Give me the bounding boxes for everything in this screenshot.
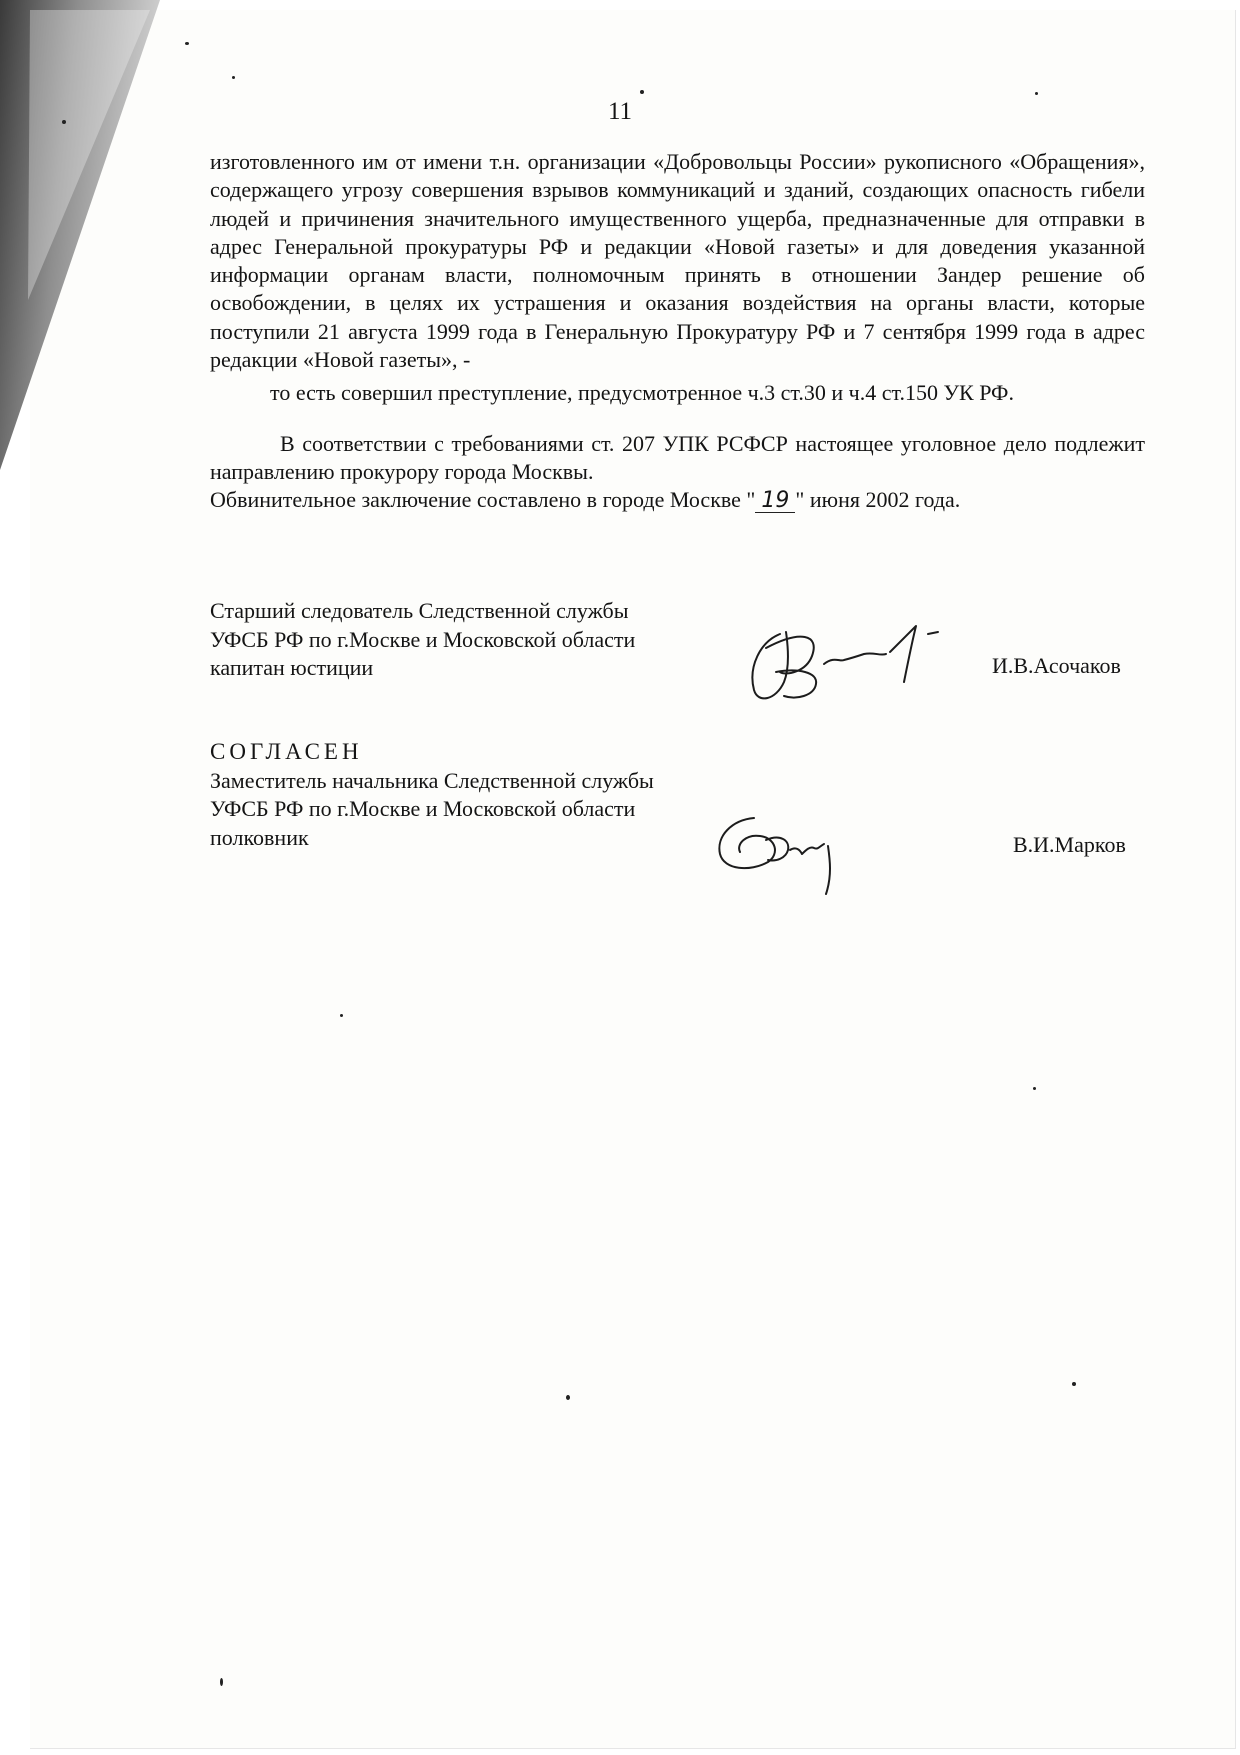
scan-speck — [340, 1014, 343, 1017]
conclusion-line — [210, 486, 1145, 514]
approval-rank: полковник — [210, 824, 309, 850]
folded-corner-shadow — [0, 0, 200, 500]
scan-speck — [566, 1395, 570, 1400]
signatory-1-block — [210, 597, 635, 683]
approval-name: В.И.Марков — [1013, 832, 1126, 857]
approval-heading: СОГЛАСЕН — [210, 739, 363, 764]
document-body — [210, 148, 1145, 515]
handwritten-day: 19 — [755, 490, 795, 513]
scan-speck — [1072, 1382, 1076, 1386]
scan-speck — [220, 1678, 223, 1686]
main-paragraph: изготовленного им от имени т.н. организации «Добровольцы России» рукописного «Обращения», содержащего угрозу совершения взрывов коммуникаций и зданий, создающих опасность гибели людей и причинения значительного имущественного ущерба, предназначенные для отправки в адрес Генеральной прокуратуры РФ и редакции «Новой газеты» и для доведения указанной информации органам власти, полномочным принять в отношении Зандер решение об освобождении, в целях их устрашения и оказания воздействия на органы власти, которые поступили 21 августа 1999 года в Генеральную Прокуратуру РФ и 7 сентября 1999 года в адрес редакции «Новой газеты», - — [210, 149, 1145, 373]
scan-speck — [1033, 1087, 1036, 1090]
page-number: 11 — [607, 98, 633, 125]
approval-department: УФСБ РФ по г.Москве и Московской области — [210, 796, 636, 821]
approval-position: Заместитель начальника Следственной службы — [210, 767, 654, 793]
signature-asochakov — [740, 612, 970, 712]
signature-markov — [710, 800, 860, 900]
signatory-1-rank: капитан юстиции — [210, 655, 374, 680]
signatory-1-department: УФСБ РФ по г.Москве и Московской области — [210, 626, 636, 652]
direction-paragraph: В соответствии с требованиями ст. 207 УПК РСФСР настоящее уголовное дело подлежит направлению прокурору города Москвы. — [210, 430, 1145, 484]
scan-speck — [1035, 92, 1038, 95]
scan-speck — [185, 42, 189, 45]
signatory-1-name: И.В.Асочаков — [992, 653, 1121, 678]
conclusion-text-before: Обвинительное заключение составлено в городе Москве " — [210, 487, 756, 513]
scan-speck — [640, 90, 644, 94]
approval-block — [210, 738, 654, 852]
signatory-1-position: Старший следователь Следственной службы — [210, 598, 629, 623]
conclusion-text-after: " июня 2002 года. — [795, 487, 961, 513]
crime-qualification-line: то есть совершил преступление, предусмотренное ч.3 ст.30 и ч.4 ст.150 УК РФ. — [270, 380, 1014, 406]
scan-speck — [232, 76, 235, 79]
